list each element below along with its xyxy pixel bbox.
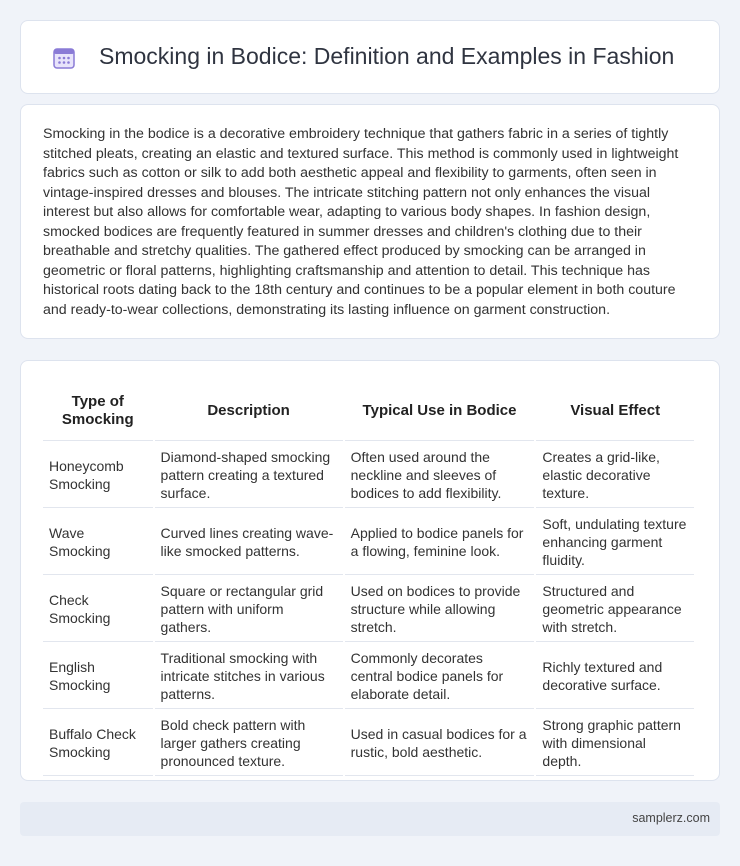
table-cell: Curved lines creating wave-like smocked patterns.	[155, 510, 343, 575]
intro-card	[20, 104, 720, 339]
calendar-grid-icon	[53, 47, 75, 69]
table-cell: Diamond-shaped smocking pattern creating a textured surface.	[155, 443, 343, 508]
table-cell: Soft, undulating texture enhancing garment fluidity.	[536, 510, 694, 575]
column-header: Typical Use in Bodice	[345, 381, 535, 441]
column-header: Visual Effect	[536, 381, 694, 441]
table-cell: Used in casual bodices for a rustic, bold aesthetic.	[345, 711, 535, 776]
table-cell: Richly textured and decorative surface.	[536, 644, 694, 709]
footer-site-link[interactable]: samplerz.com	[632, 811, 710, 825]
table-cell: Square or rectangular grid pattern with uniform gathers.	[155, 577, 343, 642]
title-card	[20, 20, 720, 94]
smocking-table	[41, 379, 696, 778]
intro-paragraph: Smocking in the bodice is a decorative embroidery technique that gathers fabric in a series of tightly stitched pleats, creating an elastic and textured surface. This method is commonly used in lightweight fabrics such as cotton or silk to add both aesthetic appeal and flexibility to garments, often seen in vintage-inspired dresses and blouses. The intricate stitching pattern not only enhances the visual interest but also allows for comfortable wear, adapting to various body shapes. In fashion design, smocked bodices are frequently featured in summer dresses and children's clothing due to their breathable and stretchy qualities. The gathered effect produced by smocking can be arranged in geometric or floral patterns, highlighting craftsmanship and attention to detail. This technique has historical roots dating back to the 18th century and continues to be a popular element in both couture and ready-to-wear collections, demonstrating its lasting influence on garment construction.	[43, 126, 679, 318]
table-card	[20, 360, 720, 781]
table-cell: Applied to bodice panels for a flowing, feminine look.	[345, 510, 535, 575]
table-cell: Bold check pattern with larger gathers creating pronounced texture.	[155, 711, 343, 776]
table-cell: English Smocking	[43, 644, 153, 709]
table-row	[43, 711, 694, 776]
page-title: Smocking in Bodice: Definition and Examples in Fashion	[99, 43, 675, 69]
column-header: Type of Smocking	[43, 381, 153, 441]
table-cell: Strong graphic pattern with dimensional depth.	[536, 711, 694, 776]
table-row	[43, 644, 694, 709]
table-cell: Traditional smocking with intricate stitches in various patterns.	[155, 644, 343, 709]
table-cell: Commonly decorates central bodice panels for elaborate detail.	[345, 644, 535, 709]
table-row	[43, 577, 694, 642]
table-cell: Wave Smocking	[43, 510, 153, 575]
footer-bar	[20, 802, 720, 836]
table-row	[43, 443, 694, 508]
table-row	[43, 510, 694, 575]
table-cell: Check Smocking	[43, 577, 153, 642]
table-cell: Structured and geometric appearance with stretch.	[536, 577, 694, 642]
table-cell: Buffalo Check Smocking	[43, 711, 153, 776]
table-cell: Used on bodices to provide structure while allowing stretch.	[345, 577, 535, 642]
table-cell: Honeycomb Smocking	[43, 443, 153, 508]
table-cell: Creates a grid-like, elastic decorative texture.	[536, 443, 694, 508]
column-header: Description	[155, 381, 343, 441]
table-header-row	[43, 381, 694, 441]
table-cell: Often used around the neckline and sleeves of bodices to add flexibility.	[345, 443, 535, 508]
